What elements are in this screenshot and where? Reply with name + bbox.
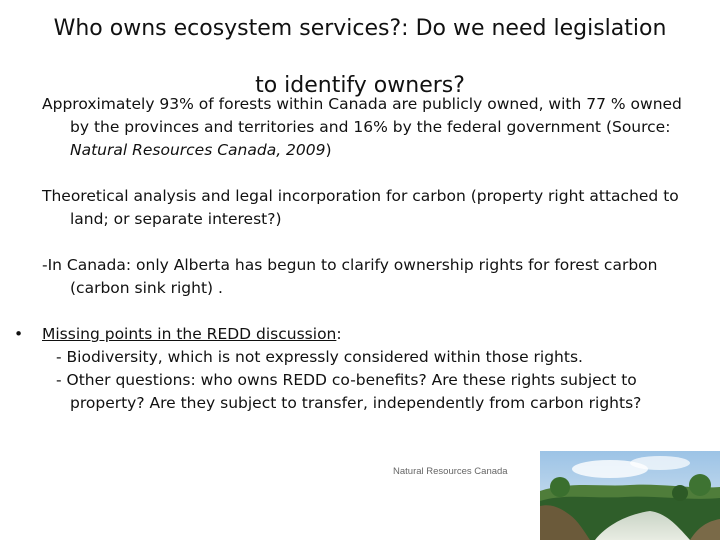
bullet-icon: •: [14, 325, 24, 343]
footer-credit: Natural Resources Canada: [393, 466, 508, 477]
bullet-label: Missing points in the REDD discussion: [42, 325, 337, 343]
paragraph-ownership: [42, 93, 692, 162]
forest-landscape-photo: [540, 451, 720, 540]
slide-title-line-1: Who owns ecosystem services?: Do we need legislation: [53, 16, 667, 41]
paragraph-ownership-close: ): [325, 141, 332, 159]
paragraph-ownership-text: Approximately 93% of forests within Canada are publicly owned, with 77 % owned by the provinces and territories and 16% by the federal government (Source:: [42, 95, 682, 136]
forest-photo-image: [540, 451, 720, 540]
dash-item-biodiversity: - Biodiversity, which is not expressly considered within those rights.: [56, 348, 583, 366]
source-citation: Natural Resources Canada, 2009: [70, 141, 326, 159]
slide-title-line-2: to identify owners?: [255, 73, 465, 98]
paragraph-alberta: -In Canada: only Alberta has begun to clarify ownership rights for forest carbon (carbon sink right) .: [42, 256, 658, 297]
bullet-colon: :: [336, 325, 342, 343]
paragraph-theoretical-analysis: Theoretical analysis and legal incorporation for carbon (property right attached to land; or separate interest?): [42, 187, 679, 228]
bullet-missing-points: [14, 323, 692, 346]
slide-body: [14, 93, 692, 415]
dash-item-other-questions: - Other questions: who owns REDD co-benefits? Are these rights subject to property? Are they subject to transfer, independently from carbon rights?: [56, 371, 642, 412]
